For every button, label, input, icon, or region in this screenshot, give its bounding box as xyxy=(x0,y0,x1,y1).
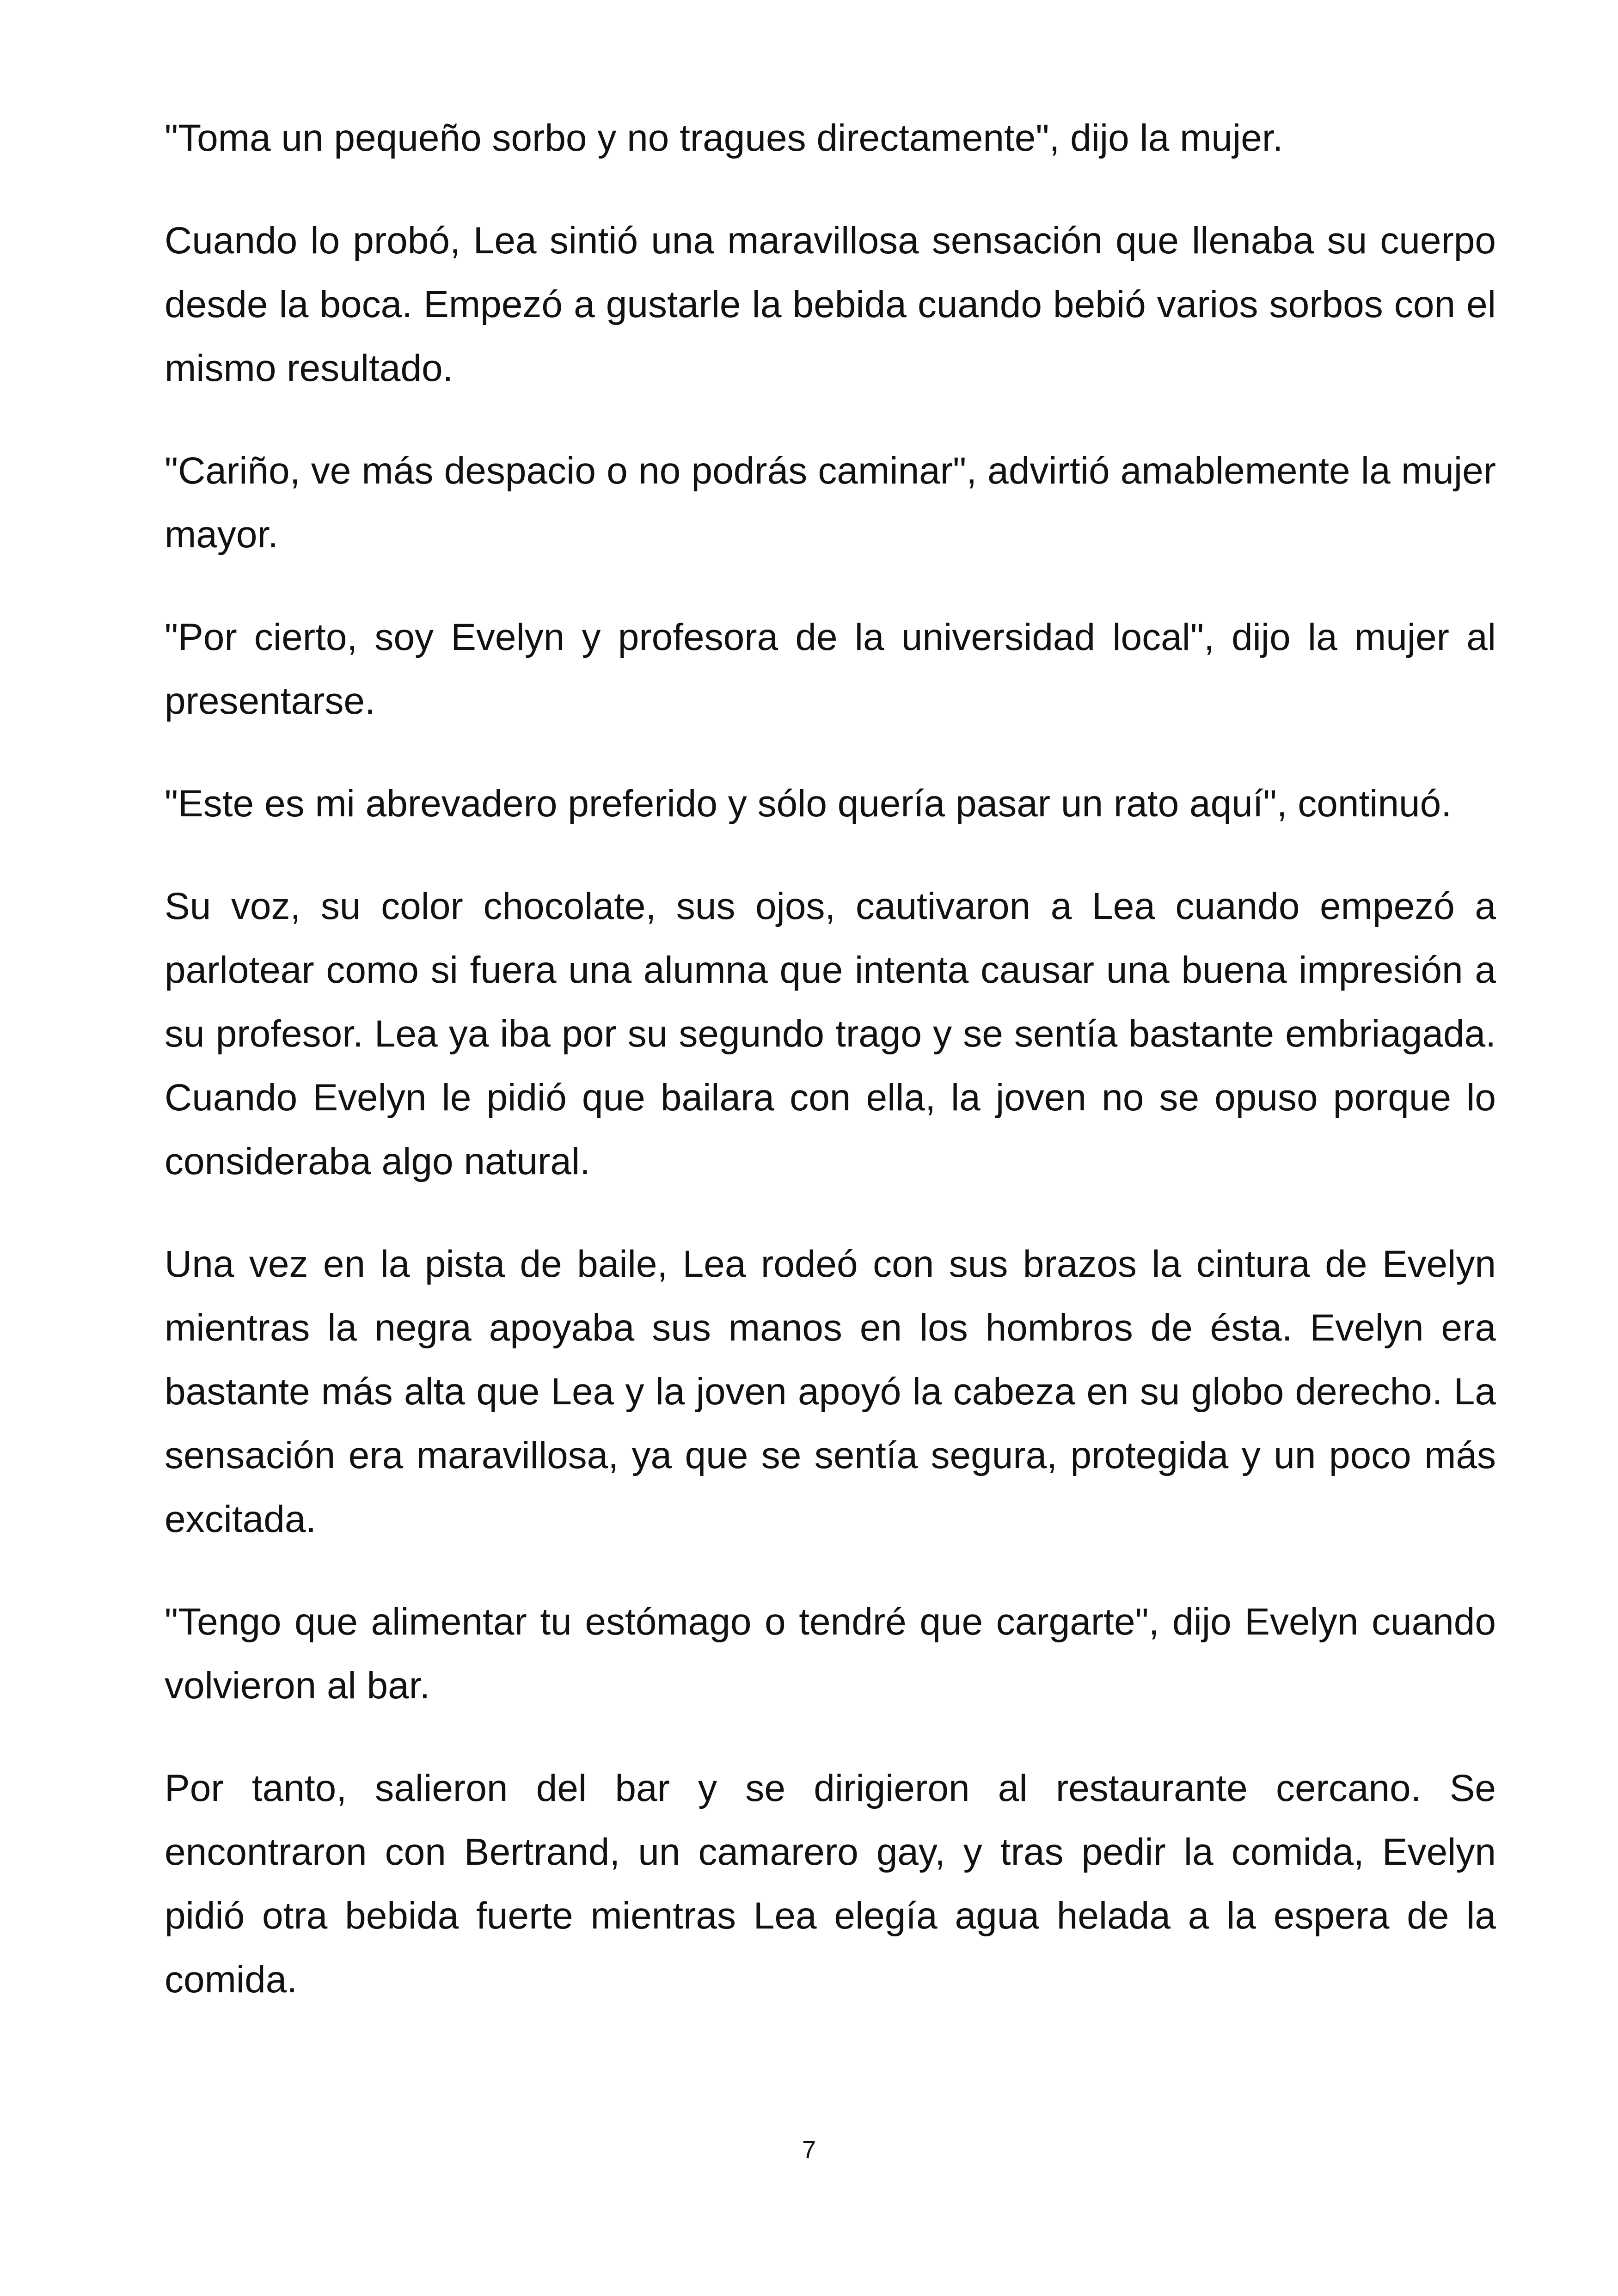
paragraph-3: "Cariño, ve más despacio o no podrás caminar", advirtió amablemente la mujer mayor. xyxy=(165,450,1496,556)
paragraph-4: "Por cierto, soy Evelyn y profesora de la universidad local", dijo la mujer al presentarse. xyxy=(165,616,1496,722)
paragraph-6: Su voz, su color chocolate, sus ojos, cautivaron a Lea cuando empezó a parlotear como si fuera una alumna que intenta causar una buena impresión a su profesor. Lea ya iba por su segundo trago y se sentía bastante embriagada. Cuando Evelyn le pidió que bailara con ella, la joven no se opuso porque lo consideraba algo natural. xyxy=(165,885,1496,1182)
paragraph-2: Cuando lo probó, Lea sintió una maravillosa sensación que llenaba su cuerpo desde la boca. Empezó a gustarle la bebida cuando bebió varios sorbos con el mismo resultado. xyxy=(165,220,1496,389)
body-text xyxy=(165,106,1496,2051)
page-number: 7 xyxy=(802,2136,816,2164)
paragraph-8: "Tengo que alimentar tu estómago o tendré que cargarte", dijo Evelyn cuando volvieron al bar. xyxy=(165,1601,1496,1707)
paragraph-9: Por tanto, salieron del bar y se dirigieron al restaurante cercano. Se encontraron con Bertrand, un camarero gay, y tras pedir la comida, Evelyn pidió otra bebida fuerte mientras Lea elegía agua helada a la espera de la comida. xyxy=(165,1767,1496,2001)
paragraph-1: "Toma un pequeño sorbo y no tragues directamente", dijo la mujer. xyxy=(165,117,1283,159)
paragraph-5: "Este es mi abrevadero preferido y sólo quería pasar un rato aquí", continuó. xyxy=(165,783,1452,825)
paragraph-7: Una vez en la pista de baile, Lea rodeó con sus brazos la cintura de Evelyn mientras la negra apoyaba sus manos en los hombros de ésta. Evelyn era bastante más alta que Lea y la joven apoyó la cabeza en su globo derecho. La sensación era maravillosa, ya que se sentía segura, protegida y un poco más excitada. xyxy=(165,1243,1496,1540)
